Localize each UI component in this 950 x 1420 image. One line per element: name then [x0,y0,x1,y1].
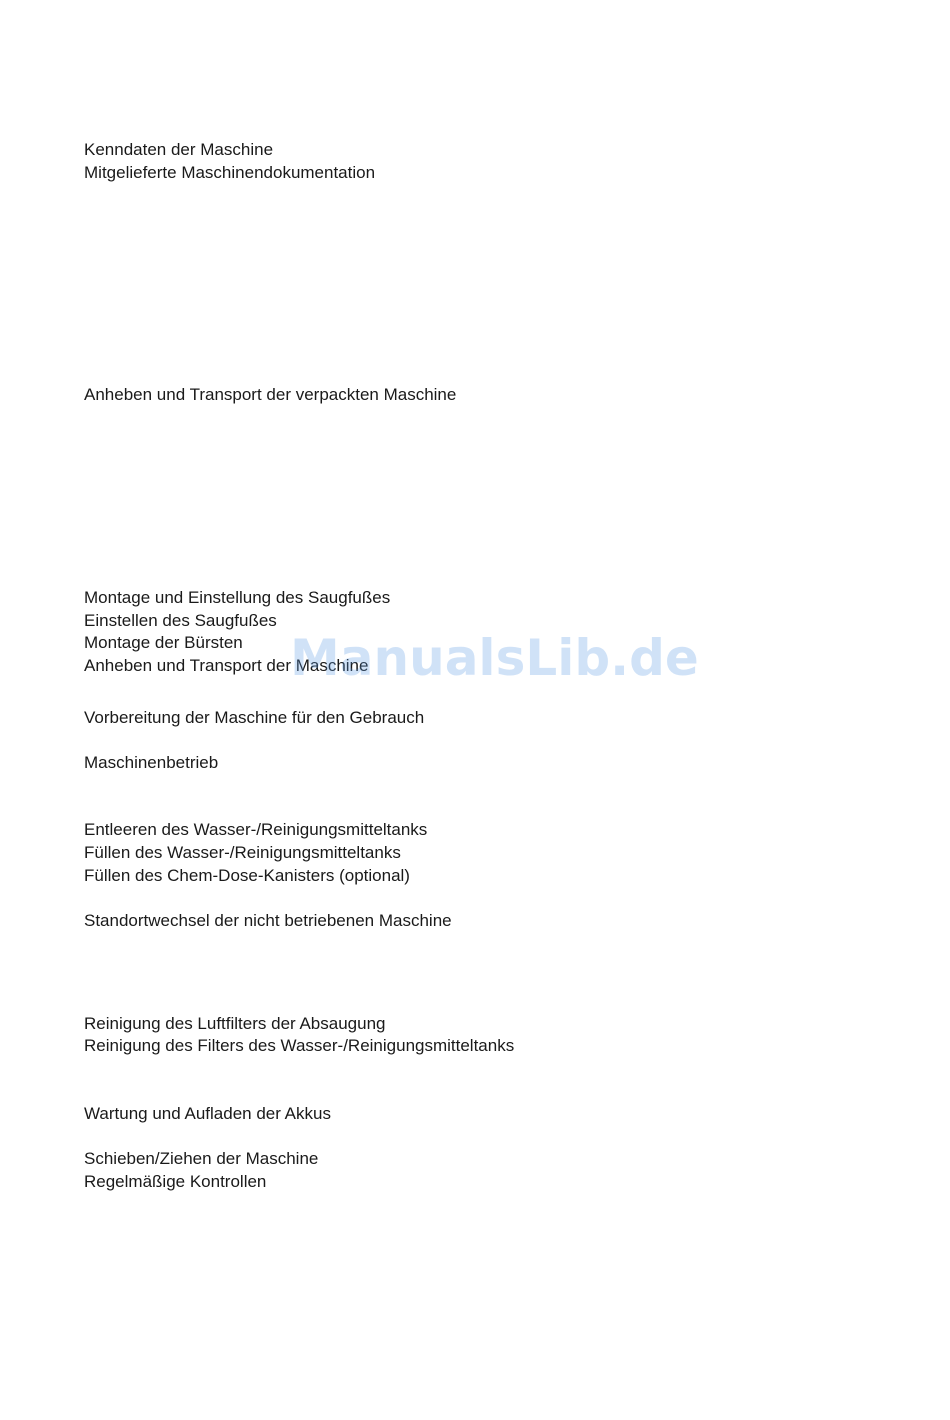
toc-entry-maschinenbetrieb[interactable]: Maschinenbetrieb [84,753,219,772]
toc-entry-montage-buersten[interactable]: Montage der Bürsten [84,633,243,652]
toc-entry-fuellen-tank[interactable]: Füllen des Wasser-/Reinigungsmitteltanks [84,843,401,862]
toc-entry-luftfilter[interactable]: Reinigung des Luftfilters der Absaugung [84,1014,386,1033]
toc-entry-montage-saugfuss[interactable]: Montage und Einstellung des Saugfußes [84,588,391,607]
toc-entry-transport-maschine[interactable]: Anheben und Transport der Maschine [84,656,369,675]
toc-entry-entleeren-tank[interactable]: Entleeren des Wasser-/Reinigungsmitteltanks [84,820,428,839]
toc-entry-akkus[interactable]: Wartung und Aufladen der Akkus [84,1104,331,1123]
toc-entry-vorbereitung[interactable]: Vorbereitung der Maschine für den Gebrauch [84,708,425,727]
toc-entry-filter-tank[interactable]: Reinigung des Filters des Wasser-/Reinigungsmitteltanks [84,1036,515,1055]
toc-entry-einstellen-saugfuss[interactable]: Einstellen des Saugfußes [84,611,277,630]
toc-entry-schieben-ziehen[interactable]: Schieben/Ziehen der Maschine [84,1149,319,1168]
toc-entry-dokumentation[interactable]: Mitgelieferte Maschinendokumentation [84,163,376,182]
toc-entry-chem-dose[interactable]: Füllen des Chem-Dose-Kanisters (optional) [84,866,410,885]
toc-entry-standortwechsel[interactable]: Standortwechsel der nicht betriebenen Maschine [84,911,452,930]
toc-entry-transport-verpackt[interactable]: Anheben und Transport der verpackten Maschine [84,385,457,404]
watermark-logo: ManualsLib.de [290,629,699,687]
toc-entry-kontrollen[interactable]: Regelmäßige Kontrollen [84,1172,267,1191]
toc-entry-kenndaten[interactable]: Kenndaten der Maschine [84,140,274,159]
